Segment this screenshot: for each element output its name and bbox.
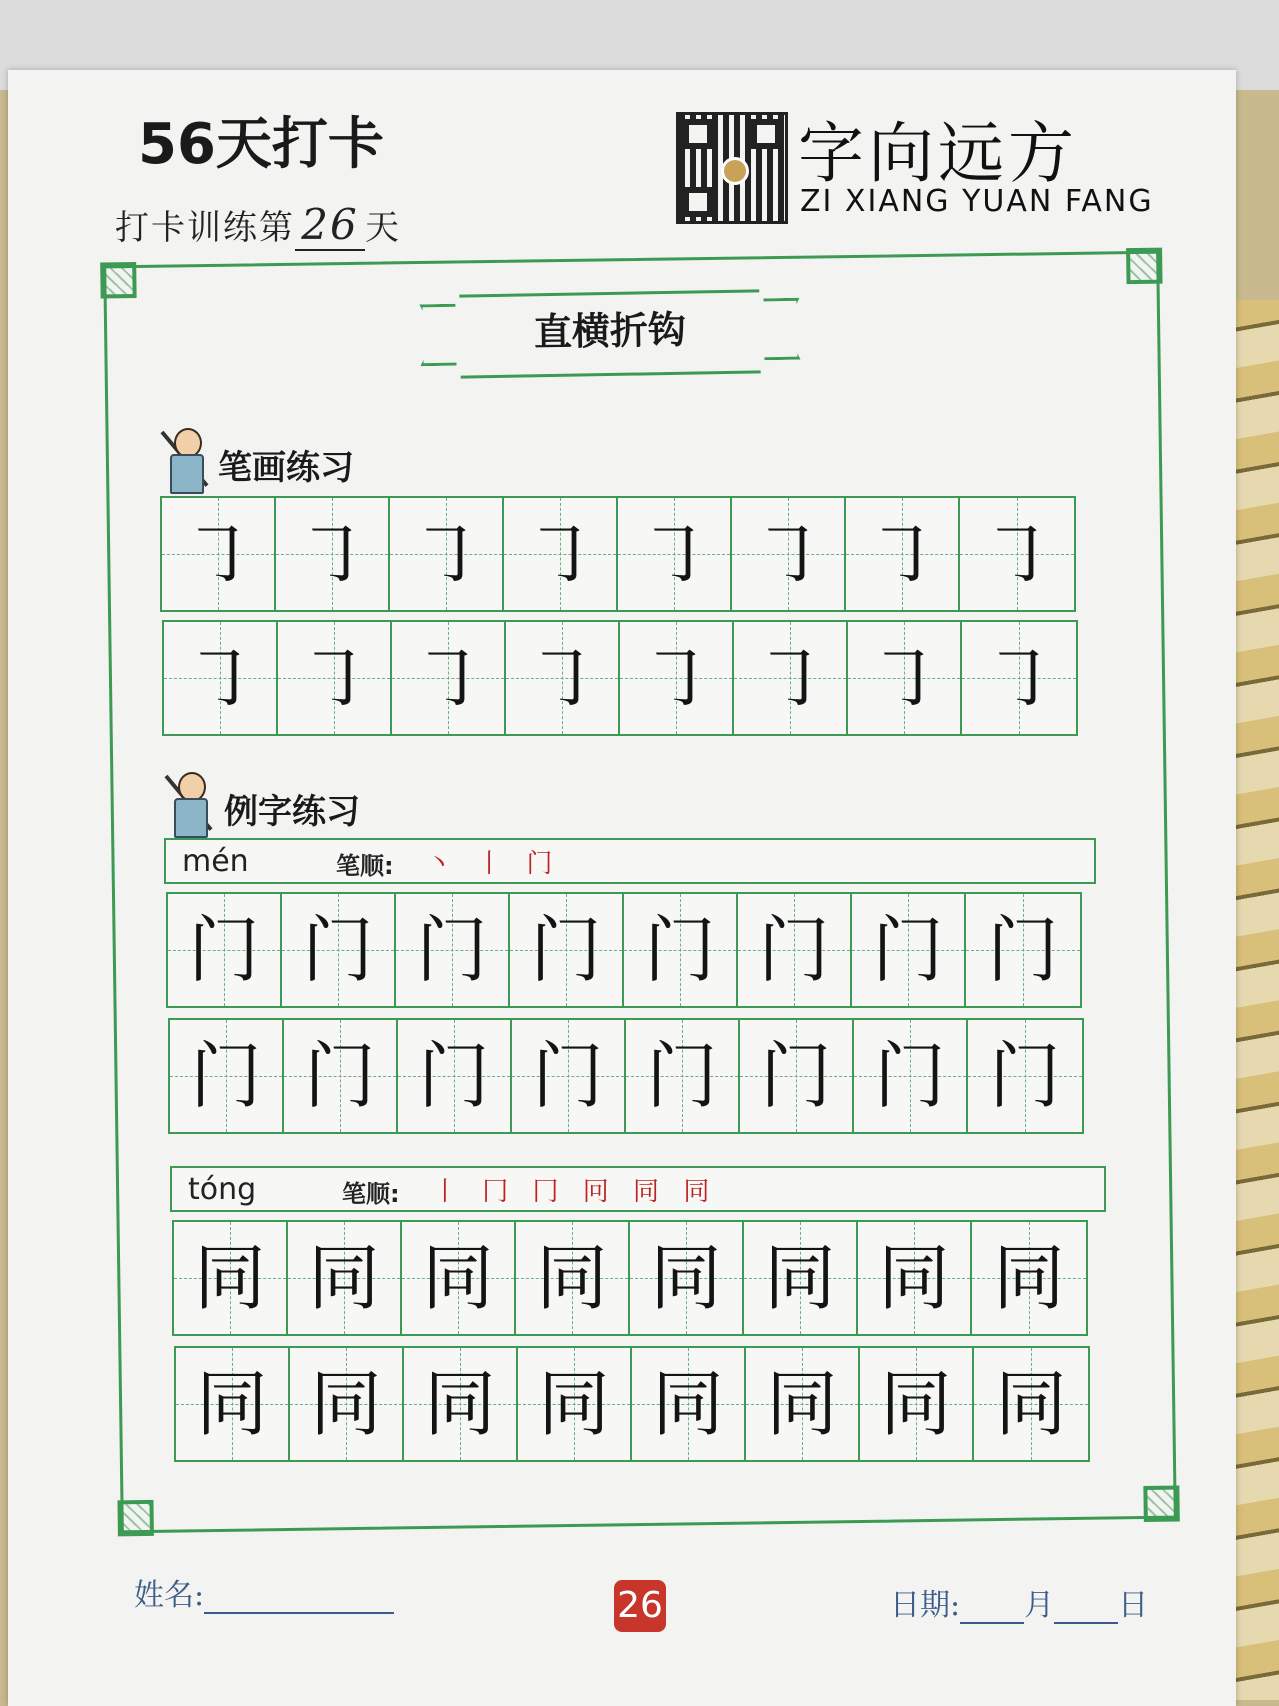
grid-cell[interactable] (626, 1020, 740, 1132)
cell-char: ㇆ (411, 636, 484, 720)
stroke-grid-row-1 (160, 496, 1076, 612)
name-label: 姓名: (134, 1578, 205, 1613)
cell-char: 同 (537, 1362, 610, 1446)
grid-cell[interactable] (506, 622, 620, 734)
grid-cell[interactable] (176, 1348, 290, 1460)
stroke-order: 丶 丨 门 (426, 849, 561, 879)
qr-code-icon (676, 112, 788, 224)
cell-char: 门 (303, 1034, 376, 1118)
cell-char: ㇆ (523, 512, 596, 596)
name-field[interactable] (134, 1570, 394, 1614)
char-info-bar-tong (170, 1166, 1106, 1212)
date-field[interactable] (890, 1580, 1148, 1624)
grid-cell[interactable] (174, 1222, 288, 1334)
day-counter (115, 200, 401, 251)
cell-char: 门 (531, 1034, 604, 1118)
cell-char: ㇆ (525, 636, 598, 720)
cell-char: ㇆ (183, 636, 256, 720)
month-blank[interactable] (960, 1596, 1024, 1624)
day-blank[interactable] (1054, 1596, 1118, 1624)
men-grid-row-2 (168, 1018, 1084, 1134)
grid-cell[interactable] (966, 894, 1080, 1006)
cell-char: ㇆ (865, 512, 938, 596)
grid-cell[interactable] (744, 1222, 858, 1334)
grid-cell[interactable] (392, 622, 506, 734)
cell-char: ㇆ (295, 512, 368, 596)
grid-cell[interactable] (630, 1222, 744, 1334)
cell-char: 门 (415, 908, 488, 992)
grid-cell[interactable] (620, 622, 734, 734)
cell-char: 同 (877, 1236, 950, 1320)
grid-cell[interactable] (972, 1222, 1086, 1334)
cell-char: 同 (193, 1236, 266, 1320)
grid-cell[interactable] (504, 498, 618, 610)
frame-corner-ornament (100, 262, 136, 298)
grid-cell[interactable] (618, 498, 732, 610)
grid-cell[interactable] (164, 622, 278, 734)
frame-corner-ornament (1143, 1486, 1179, 1522)
cell-char: ㇆ (181, 512, 254, 596)
cell-char: 同 (992, 1236, 1065, 1320)
example-practice-heading: 例字练习 (224, 792, 360, 832)
cell-char: 门 (301, 908, 374, 992)
grid-cell[interactable] (396, 894, 510, 1006)
cell-char: 门 (873, 1034, 946, 1118)
qr-finder (751, 119, 781, 149)
cell-char: 门 (645, 1034, 718, 1118)
cell-char: 门 (529, 908, 602, 992)
grid-cell[interactable] (734, 622, 848, 734)
name-blank[interactable] (204, 1586, 394, 1614)
cell-char: 同 (535, 1236, 608, 1320)
grid-cell[interactable] (278, 622, 392, 734)
cell-char: 同 (879, 1362, 952, 1446)
brand-romanized: ZI XIANG YUAN FANG (800, 184, 1154, 219)
cell-char: 同 (763, 1236, 836, 1320)
grid-cell[interactable] (632, 1348, 746, 1460)
grid-cell[interactable] (516, 1222, 630, 1334)
grid-cell[interactable] (624, 894, 738, 1006)
avatar-body (174, 798, 208, 838)
grid-cell[interactable] (960, 498, 1074, 610)
grid-cell[interactable] (858, 1222, 972, 1334)
grid-cell[interactable] (848, 622, 962, 734)
cell-char: 门 (417, 1034, 490, 1118)
cell-char: 门 (986, 908, 1059, 992)
cell-char: 门 (187, 908, 260, 992)
grid-cell[interactable] (284, 1020, 398, 1132)
frame-corner-ornament (117, 1500, 153, 1536)
brand-logo: 字向远方 (798, 115, 1078, 192)
cell-char: 同 (765, 1362, 838, 1446)
cell-char: 门 (988, 1034, 1061, 1118)
cell-char: ㇆ (751, 512, 824, 596)
grid-cell[interactable] (860, 1348, 974, 1460)
stroke-practice-heading: 笔画练习 (218, 448, 354, 488)
grid-cell[interactable] (732, 498, 846, 610)
grid-cell[interactable] (290, 1348, 404, 1460)
grid-cell[interactable] (740, 1020, 854, 1132)
cell-char: ㇆ (639, 636, 712, 720)
cell-char: 门 (643, 908, 716, 992)
cell-char: 门 (757, 908, 830, 992)
avatar-body (170, 454, 204, 494)
cell-char: 门 (759, 1034, 832, 1118)
day-number: 26 (295, 200, 365, 251)
stroke-order-label: 笔顺: (336, 852, 394, 880)
day-suffix: 天 (365, 208, 401, 248)
grid-cell[interactable] (512, 1020, 626, 1132)
stroke-order-label: 笔顺: (342, 1180, 400, 1208)
men-grid-row-1 (166, 892, 1082, 1008)
frame-corner-ornament (1126, 248, 1162, 284)
cell-char: 同 (195, 1362, 268, 1446)
grid-cell[interactable] (398, 1020, 512, 1132)
grid-cell[interactable] (404, 1348, 518, 1460)
cell-char: 门 (871, 908, 944, 992)
page-title: 56天打卡 (138, 112, 384, 177)
qr-logo-icon (721, 157, 749, 185)
cell-char: ㇆ (297, 636, 370, 720)
grid-cell[interactable] (170, 1020, 284, 1132)
grid-cell[interactable] (962, 622, 1076, 734)
scholar-avatar-icon (164, 772, 214, 838)
grid-cell[interactable] (974, 1348, 1088, 1460)
grid-cell[interactable] (390, 498, 504, 610)
char-info-bar-men (164, 838, 1096, 884)
grid-cell[interactable] (746, 1348, 860, 1460)
cell-char: ㇆ (409, 512, 482, 596)
grid-cell[interactable] (276, 498, 390, 610)
grid-cell[interactable] (510, 894, 624, 1006)
cell-char: ㇆ (637, 512, 710, 596)
grid-cell[interactable] (738, 894, 852, 1006)
grid-cell[interactable] (402, 1222, 516, 1334)
grid-cell[interactable] (288, 1222, 402, 1334)
pinyin: tóng (188, 1172, 257, 1207)
cell-char: 同 (307, 1236, 380, 1320)
tong-grid-row-1 (172, 1220, 1088, 1336)
cell-char: 同 (651, 1362, 724, 1446)
grid-cell[interactable] (162, 498, 276, 610)
date-label: 日期: (890, 1588, 961, 1623)
month-label: 月 (1024, 1588, 1055, 1623)
grid-cell[interactable] (282, 894, 396, 1006)
cell-char: 同 (309, 1362, 382, 1446)
page-number-badge: 26 (614, 1580, 666, 1632)
scholar-avatar-icon (160, 428, 210, 494)
cell-char: ㇆ (982, 636, 1055, 720)
cell-char: 同 (421, 1236, 494, 1320)
qr-finder (683, 119, 713, 149)
qr-finder (683, 187, 713, 217)
cell-char: ㇆ (753, 636, 826, 720)
cell-char: 同 (649, 1236, 722, 1320)
grid-cell[interactable] (518, 1348, 632, 1460)
cell-char: 门 (189, 1034, 262, 1118)
grid-cell[interactable] (854, 1020, 968, 1132)
pinyin: mén (182, 844, 249, 879)
cell-char: ㇆ (867, 636, 940, 720)
tong-grid-row-2 (174, 1346, 1090, 1462)
grid-cell[interactable] (846, 498, 960, 610)
grid-cell[interactable] (968, 1020, 1082, 1132)
cell-char: ㇆ (980, 512, 1053, 596)
cell-char: 同 (423, 1362, 496, 1446)
grid-cell[interactable] (852, 894, 966, 1006)
cell-char: 同 (994, 1362, 1067, 1446)
grid-cell[interactable] (168, 894, 282, 1006)
stroke-grid-row-2 (162, 620, 1078, 736)
day-label: 日 (1118, 1588, 1149, 1623)
stroke-order: 丨 冂 冂 冋 同 同 (432, 1177, 718, 1207)
stroke-title-banner: 直横折钩 (459, 289, 760, 378)
day-prefix: 打卡训练第 (115, 208, 295, 248)
